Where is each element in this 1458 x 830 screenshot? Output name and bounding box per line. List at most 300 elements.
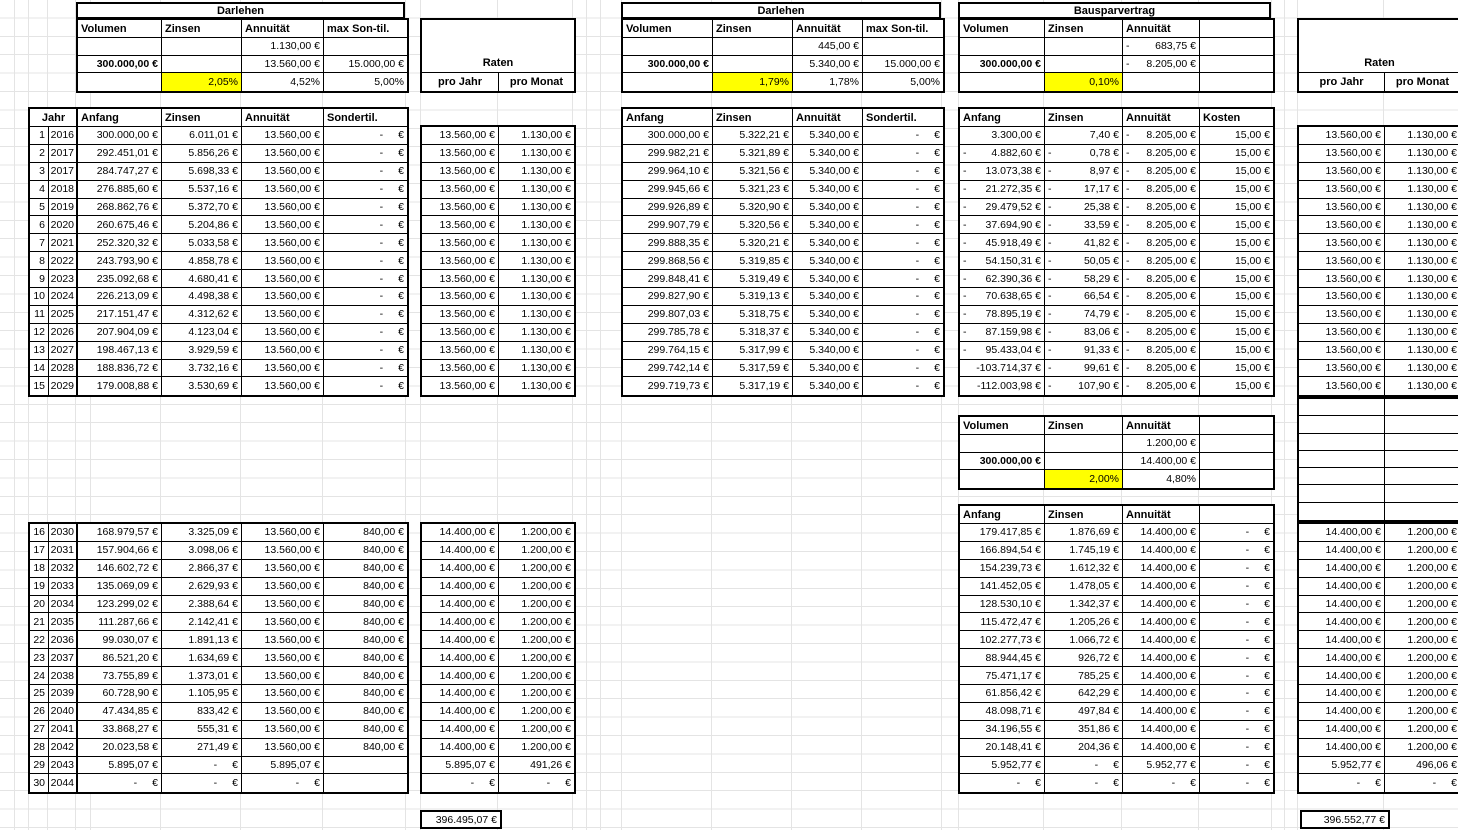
loan2-upper-cell[interactable]: 299.807,03 €: [623, 306, 713, 324]
loan2-upper-cell[interactable]: 299.945,66 €: [623, 181, 713, 199]
bauspar-lower-cell[interactable]: 642,29 €: [1045, 685, 1123, 703]
loan1-lower-cell[interactable]: [324, 757, 407, 775]
loan2-upper-cell[interactable]: - €: [863, 199, 943, 217]
loan1-upper-cell[interactable]: 4.312,62 €: [162, 306, 242, 324]
raten2-upper-cell[interactable]: 13.560,00 €: [1299, 252, 1385, 270]
loan2-cell[interactable]: 300.000,00 €: [623, 56, 713, 74]
raten2-empty-cell[interactable]: [1299, 451, 1385, 468]
loan1-upper-cell[interactable]: - €: [324, 216, 407, 234]
bauspar-upper-cell[interactable]: 15,00 €: [1200, 342, 1273, 360]
bauspar-upper-cell[interactable]: - 74,79 €: [1045, 306, 1123, 324]
loan1-upper-cell[interactable]: - €: [324, 360, 407, 378]
bauspar-lower-cell[interactable]: 14.400,00 €: [1123, 703, 1200, 721]
bauspar2-cell[interactable]: 14.400,00 €: [1123, 453, 1200, 471]
loan1-lower-cell[interactable]: 5.895,07 €: [78, 757, 162, 775]
loan2-upper-cell[interactable]: 5.340,00 €: [793, 216, 863, 234]
loan1-upper-cell[interactable]: 292.451,01 €: [78, 145, 162, 163]
loan1-upper-cell[interactable]: 13.560,00 €: [242, 127, 324, 145]
loan1-upper-cell[interactable]: 179.008,88 €: [78, 377, 162, 395]
raten1-upper-cell[interactable]: 1.130,00 €: [499, 199, 574, 217]
loan2-upper-header[interactable]: Sondertil.: [863, 109, 943, 127]
bauspar-upper-cell[interactable]: 15,00 €: [1200, 145, 1273, 163]
bauspar2-cell[interactable]: [960, 470, 1045, 488]
loan2-upper-cell[interactable]: 5.340,00 €: [793, 181, 863, 199]
year-cell[interactable]: 2040: [49, 703, 77, 721]
bauspar1-cell[interactable]: [1123, 73, 1200, 91]
raten1-upper-cell[interactable]: 13.560,00 €: [422, 145, 499, 163]
raten1-lower-cell[interactable]: 14.400,00 €: [422, 649, 499, 667]
year-cell[interactable]: 2024: [49, 288, 77, 306]
raten1-upper-cell[interactable]: 13.560,00 €: [422, 377, 499, 395]
loan2-upper-cell[interactable]: 5.317,99 €: [713, 342, 793, 360]
raten2-lower-cell[interactable]: 14.400,00 €: [1299, 703, 1385, 721]
loan1-lower-cell[interactable]: 13.560,00 €: [242, 596, 324, 614]
bauspar-lower-cell[interactable]: 1.876,69 €: [1045, 524, 1123, 542]
loan1-upper-cell[interactable]: 13.560,00 €: [242, 377, 324, 395]
bauspar-lower-cell[interactable]: - €: [960, 774, 1045, 792]
raten2-upper-cell[interactable]: 13.560,00 €: [1299, 181, 1385, 199]
raten1-lower-cell[interactable]: 14.400,00 €: [422, 613, 499, 631]
year-cell[interactable]: 2026: [49, 324, 77, 342]
raten1-upper-cell[interactable]: 1.130,00 €: [499, 324, 574, 342]
bauspar-lower-cell[interactable]: - €: [1200, 578, 1273, 596]
row-number-cell[interactable]: 28: [30, 739, 49, 757]
year-cell[interactable]: 2037: [49, 649, 77, 667]
bauspar-upper-cell[interactable]: - 21.272,35 €: [960, 181, 1045, 199]
loan1-upper-cell[interactable]: 13.560,00 €: [242, 306, 324, 324]
raten2-empty-cell[interactable]: [1299, 434, 1385, 451]
bauspar-lower-cell[interactable]: 14.400,00 €: [1123, 739, 1200, 757]
loan2-upper-cell[interactable]: 299.926,89 €: [623, 199, 713, 217]
bauspar-upper-cell[interactable]: - 45.918,49 €: [960, 234, 1045, 252]
row-number-cell[interactable]: 16: [30, 524, 49, 542]
raten1-upper-cell[interactable]: 13.560,00 €: [422, 252, 499, 270]
raten2-upper-cell[interactable]: 1.130,00 €: [1385, 127, 1458, 145]
loan2-header[interactable]: max Son-til.: [863, 20, 943, 38]
raten2-empty-cell[interactable]: [1385, 416, 1458, 433]
loan1-upper-cell[interactable]: 4.858,78 €: [162, 252, 242, 270]
loan1-lower-cell[interactable]: 840,00 €: [324, 685, 407, 703]
loan1-upper-cell[interactable]: 13.560,00 €: [242, 216, 324, 234]
loan1-lower-cell[interactable]: 13.560,00 €: [242, 721, 324, 739]
row-number-cell[interactable]: 23: [30, 649, 49, 667]
loan1-cell[interactable]: 2,05%: [162, 73, 242, 91]
year-cell[interactable]: 2030: [49, 524, 77, 542]
loan1-lower-cell[interactable]: - €: [162, 757, 242, 775]
raten2-pro-jahr-header[interactable]: pro Jahr: [1299, 73, 1385, 91]
raten2-lower-cell[interactable]: 14.400,00 €: [1299, 578, 1385, 596]
bauspar-lower-cell[interactable]: 926,72 €: [1045, 649, 1123, 667]
year-cell[interactable]: 2016: [49, 127, 77, 145]
year-cell[interactable]: 2018: [49, 181, 77, 199]
row-number-cell[interactable]: 14: [30, 360, 49, 378]
loan2-cell[interactable]: [863, 38, 943, 56]
loan1-upper-cell[interactable]: - €: [324, 181, 407, 199]
loan1-upper-cell[interactable]: - €: [324, 306, 407, 324]
raten1-lower-cell[interactable]: 1.200,00 €: [499, 560, 574, 578]
loan2-upper-cell[interactable]: 5.340,00 €: [793, 234, 863, 252]
loan1-upper-cell[interactable]: 4.680,41 €: [162, 270, 242, 288]
loan1-upper-cell[interactable]: - €: [324, 163, 407, 181]
loan1-upper-cell[interactable]: 198.467,13 €: [78, 342, 162, 360]
bauspar-upper-cell[interactable]: - 50,05 €: [1045, 252, 1123, 270]
bauspar-lower-cell[interactable]: 166.894,54 €: [960, 542, 1045, 560]
loan1-upper-header[interactable]: Annuität: [242, 109, 324, 127]
loan1-lower-cell[interactable]: 111.287,66 €: [78, 613, 162, 631]
bauspar2-cell[interactable]: [1200, 435, 1273, 453]
loan1-lower-cell[interactable]: 1.373,01 €: [162, 667, 242, 685]
loan2-upper-cell[interactable]: 5.321,89 €: [713, 145, 793, 163]
loan2-upper-cell[interactable]: 5.340,00 €: [793, 270, 863, 288]
bauspar-upper-cell[interactable]: - 37.694,90 €: [960, 216, 1045, 234]
loan2-cell[interactable]: 5,00%: [863, 73, 943, 91]
raten2-lower-cell[interactable]: 5.952,77 €: [1299, 757, 1385, 775]
bauspar-upper-cell[interactable]: - 83,06 €: [1045, 324, 1123, 342]
bauspar-lower-cell[interactable]: 204,36 €: [1045, 739, 1123, 757]
loan1-lower-cell[interactable]: 1.891,13 €: [162, 631, 242, 649]
bauspar2-header[interactable]: Zinsen: [1045, 417, 1123, 435]
raten1-lower-cell[interactable]: 1.200,00 €: [499, 524, 574, 542]
raten2-upper-cell[interactable]: 1.130,00 €: [1385, 163, 1458, 181]
loan2-upper-cell[interactable]: - €: [863, 324, 943, 342]
raten1-lower-cell[interactable]: 1.200,00 €: [499, 613, 574, 631]
raten2-lower-cell[interactable]: 14.400,00 €: [1299, 739, 1385, 757]
loan1-upper-cell[interactable]: - €: [324, 342, 407, 360]
bauspar-upper-header[interactable]: Anfang: [960, 109, 1045, 127]
bauspar2-header[interactable]: [1200, 417, 1273, 435]
raten2-lower-cell[interactable]: 1.200,00 €: [1385, 524, 1458, 542]
bauspar1-cell[interactable]: 300.000,00 €: [960, 56, 1045, 74]
bauspar-upper-cell[interactable]: 15,00 €: [1200, 216, 1273, 234]
loan1-upper-cell[interactable]: 268.862,76 €: [78, 199, 162, 217]
row-number-cell[interactable]: 8: [30, 252, 49, 270]
bauspar-lower-cell[interactable]: 497,84 €: [1045, 703, 1123, 721]
bauspar-lower-cell[interactable]: - €: [1200, 703, 1273, 721]
raten1-lower-cell[interactable]: 14.400,00 €: [422, 739, 499, 757]
loan2-upper-header[interactable]: Annuität: [793, 109, 863, 127]
raten1-upper-cell[interactable]: 13.560,00 €: [422, 342, 499, 360]
loan1-lower-cell[interactable]: - €: [78, 774, 162, 792]
bauspar-lower-cell[interactable]: 61.856,42 €: [960, 685, 1045, 703]
row-number-cell[interactable]: 6: [30, 216, 49, 234]
bauspar-upper-cell[interactable]: - 8.205,00 €: [1123, 199, 1200, 217]
loan2-upper-cell[interactable]: 5.340,00 €: [793, 127, 863, 145]
bauspar-upper-cell[interactable]: - 8.205,00 €: [1123, 342, 1200, 360]
bauspar-upper-cell[interactable]: -103.714,37 €: [960, 360, 1045, 378]
bauspar-upper-header[interactable]: Zinsen: [1045, 109, 1123, 127]
bauspar-lower-cell[interactable]: 75.471,17 €: [960, 667, 1045, 685]
loan1-upper-cell[interactable]: 13.560,00 €: [242, 163, 324, 181]
bauspar-upper-cell[interactable]: - 8.205,00 €: [1123, 306, 1200, 324]
row-number-cell[interactable]: 20: [30, 596, 49, 614]
bauspar-lower-cell[interactable]: 14.400,00 €: [1123, 578, 1200, 596]
loan2-cell[interactable]: 1,79%: [713, 73, 793, 91]
raten2-upper-cell[interactable]: 13.560,00 €: [1299, 377, 1385, 395]
loan1-lower-cell[interactable]: 13.560,00 €: [242, 613, 324, 631]
loan2-upper-cell[interactable]: - €: [863, 216, 943, 234]
loan1-upper-cell[interactable]: 3.929,59 €: [162, 342, 242, 360]
raten2-lower-cell[interactable]: - €: [1385, 774, 1458, 792]
row-number-cell[interactable]: 18: [30, 560, 49, 578]
loan1-lower-cell[interactable]: 1.634,69 €: [162, 649, 242, 667]
bauspar-lower-cell[interactable]: 14.400,00 €: [1123, 613, 1200, 631]
loan2-upper-cell[interactable]: - €: [863, 234, 943, 252]
loan1-upper-cell[interactable]: 5.204,86 €: [162, 216, 242, 234]
bauspar-lower-cell[interactable]: 785,25 €: [1045, 667, 1123, 685]
bauspar-upper-cell[interactable]: - 8.205,00 €: [1123, 252, 1200, 270]
bauspar-lower-cell[interactable]: 1.066,72 €: [1045, 631, 1123, 649]
bauspar-lower-cell[interactable]: 14.400,00 €: [1123, 631, 1200, 649]
loan2-cell[interactable]: [713, 38, 793, 56]
raten2-title[interactable]: Raten: [1364, 57, 1395, 69]
loan2-upper-cell[interactable]: - €: [863, 145, 943, 163]
raten2-upper-cell[interactable]: 13.560,00 €: [1299, 127, 1385, 145]
loan1-cell[interactable]: 5,00%: [324, 73, 407, 91]
loan1-cell[interactable]: [324, 38, 407, 56]
bauspar2-cell[interactable]: [1200, 453, 1273, 471]
raten1-lower-cell[interactable]: 14.400,00 €: [422, 524, 499, 542]
loan1-lower-cell[interactable]: 13.560,00 €: [242, 667, 324, 685]
loan1-lower-cell[interactable]: 840,00 €: [324, 703, 407, 721]
bauspar-upper-cell[interactable]: - 8.205,00 €: [1123, 145, 1200, 163]
bauspar-upper-cell[interactable]: 15,00 €: [1200, 288, 1273, 306]
row-number-cell[interactable]: 25: [30, 685, 49, 703]
loan1-upper-cell[interactable]: 13.560,00 €: [242, 342, 324, 360]
bauspar-lower-cell[interactable]: 5.952,77 €: [1123, 757, 1200, 775]
loan1-upper-cell[interactable]: 6.011,01 €: [162, 127, 242, 145]
loan1-upper-cell[interactable]: - €: [324, 145, 407, 163]
loan1-lower-cell[interactable]: 13.560,00 €: [242, 578, 324, 596]
bauspar-upper-cell[interactable]: - 95.433,04 €: [960, 342, 1045, 360]
raten1-lower-cell[interactable]: - €: [499, 774, 574, 792]
bauspar-lower-cell[interactable]: 14.400,00 €: [1123, 667, 1200, 685]
loan1-upper-cell[interactable]: - €: [324, 234, 407, 252]
raten1-lower-cell[interactable]: 1.200,00 €: [499, 667, 574, 685]
loan2-upper-cell[interactable]: - €: [863, 342, 943, 360]
bauspar-upper-cell[interactable]: 15,00 €: [1200, 270, 1273, 288]
raten1-upper-cell[interactable]: 1.130,00 €: [499, 163, 574, 181]
loan2-header[interactable]: Zinsen: [713, 20, 793, 38]
raten1-upper-cell[interactable]: 13.560,00 €: [422, 199, 499, 217]
bauspar-lower-cell[interactable]: 14.400,00 €: [1123, 685, 1200, 703]
bauspar-upper-cell[interactable]: 15,00 €: [1200, 163, 1273, 181]
raten2-lower-cell[interactable]: 1.200,00 €: [1385, 613, 1458, 631]
bauspar1-cell[interactable]: - 683,75 €: [1123, 38, 1200, 56]
bauspar-upper-cell[interactable]: - 8,97 €: [1045, 163, 1123, 181]
raten2-lower-cell[interactable]: 1.200,00 €: [1385, 596, 1458, 614]
raten1-upper-cell[interactable]: 13.560,00 €: [422, 163, 499, 181]
bauspar-upper-cell[interactable]: 15,00 €: [1200, 127, 1273, 145]
bauspar-upper-cell[interactable]: - 66,54 €: [1045, 288, 1123, 306]
year-cell[interactable]: 2017: [49, 145, 77, 163]
raten2-empty-cell[interactable]: [1299, 503, 1385, 520]
loan2-upper-cell[interactable]: 5.318,75 €: [713, 306, 793, 324]
raten2-lower-cell[interactable]: 1.200,00 €: [1385, 703, 1458, 721]
raten1-lower-cell[interactable]: 14.400,00 €: [422, 685, 499, 703]
bauspar-upper-cell[interactable]: - 4.882,60 €: [960, 145, 1045, 163]
bauspar-upper-cell[interactable]: - 0,78 €: [1045, 145, 1123, 163]
loan1-lower-cell[interactable]: 146.602,72 €: [78, 560, 162, 578]
raten2-upper-cell[interactable]: 1.130,00 €: [1385, 324, 1458, 342]
loan2-upper-cell[interactable]: 5.340,00 €: [793, 145, 863, 163]
raten1-lower-cell[interactable]: - €: [422, 774, 499, 792]
loan1-header[interactable]: max Son-til.: [324, 20, 407, 38]
raten2-upper-cell[interactable]: 13.560,00 €: [1299, 270, 1385, 288]
raten2-upper-cell[interactable]: 13.560,00 €: [1299, 216, 1385, 234]
loan2-upper-cell[interactable]: 300.000,00 €: [623, 127, 713, 145]
loan1-lower-cell[interactable]: 3.098,06 €: [162, 542, 242, 560]
loan2-upper-header[interactable]: Anfang: [623, 109, 713, 127]
loan2-upper-cell[interactable]: 5.340,00 €: [793, 199, 863, 217]
loan1-lower-cell[interactable]: 2.388,64 €: [162, 596, 242, 614]
bauspar-upper-cell[interactable]: 15,00 €: [1200, 360, 1273, 378]
loan1-lower-cell[interactable]: 13.560,00 €: [242, 560, 324, 578]
bauspar-upper-cell[interactable]: - 8.205,00 €: [1123, 270, 1200, 288]
year-cell[interactable]: 2034: [49, 596, 77, 614]
bauspar1-cell[interactable]: [960, 38, 1045, 56]
loan1-lower-cell[interactable]: 13.560,00 €: [242, 703, 324, 721]
loan1-upper-cell[interactable]: 3.732,16 €: [162, 360, 242, 378]
raten2-empty-cell[interactable]: [1385, 485, 1458, 502]
raten1-lower-cell[interactable]: 14.400,00 €: [422, 560, 499, 578]
bauspar-upper-cell[interactable]: - 58,29 €: [1045, 270, 1123, 288]
loan1-lower-cell[interactable]: 47.434,85 €: [78, 703, 162, 721]
raten2-empty-cell[interactable]: [1299, 399, 1385, 416]
bauspar-upper-cell[interactable]: - 25,38 €: [1045, 199, 1123, 217]
bauspar1-cell[interactable]: [960, 73, 1045, 91]
loan2-cell[interactable]: 445,00 €: [793, 38, 863, 56]
loan1-lower-cell[interactable]: 840,00 €: [324, 524, 407, 542]
bauspar-lower-cell[interactable]: - €: [1200, 757, 1273, 775]
raten1-upper-cell[interactable]: 1.130,00 €: [499, 342, 574, 360]
row-number-cell[interactable]: 22: [30, 631, 49, 649]
raten1-upper-cell[interactable]: 13.560,00 €: [422, 216, 499, 234]
loan1-upper-cell[interactable]: - €: [324, 377, 407, 395]
raten2-lower-cell[interactable]: 14.400,00 €: [1299, 560, 1385, 578]
bauspar2-cell[interactable]: 1.200,00 €: [1123, 435, 1200, 453]
row-number-cell[interactable]: 1: [30, 127, 49, 145]
raten2-upper-cell[interactable]: 1.130,00 €: [1385, 270, 1458, 288]
raten2-upper-cell[interactable]: 13.560,00 €: [1299, 234, 1385, 252]
loan1-upper-cell[interactable]: 207.904,09 €: [78, 324, 162, 342]
raten2-lower-cell[interactable]: 1.200,00 €: [1385, 721, 1458, 739]
loan1-cell[interactable]: [162, 56, 242, 74]
loan2-header[interactable]: Annuität: [793, 20, 863, 38]
bauspar-title[interactable]: Bausparvertrag: [958, 2, 1271, 19]
loan2-upper-cell[interactable]: - €: [863, 127, 943, 145]
year-cell[interactable]: 2020: [49, 216, 77, 234]
loan1-upper-header[interactable]: Sondertil.: [324, 109, 407, 127]
raten1-lower-cell[interactable]: 14.400,00 €: [422, 703, 499, 721]
bauspar2-cell[interactable]: 300.000,00 €: [960, 453, 1045, 471]
loan1-upper-cell[interactable]: 188.836,72 €: [78, 360, 162, 378]
loan1-lower-cell[interactable]: - €: [242, 774, 324, 792]
loan1-upper-cell[interactable]: 13.560,00 €: [242, 252, 324, 270]
bauspar-lower-cell[interactable]: - €: [1200, 631, 1273, 649]
bauspar1-cell[interactable]: [1200, 73, 1273, 91]
raten2-upper-cell[interactable]: 13.560,00 €: [1299, 163, 1385, 181]
bauspar-lower-cell[interactable]: - €: [1200, 649, 1273, 667]
bauspar-lower-cell[interactable]: 351,86 €: [1045, 721, 1123, 739]
raten1-lower-cell[interactable]: 14.400,00 €: [422, 578, 499, 596]
raten2-upper-cell[interactable]: 13.560,00 €: [1299, 306, 1385, 324]
loan1-header[interactable]: Zinsen: [162, 20, 242, 38]
bauspar-lower-cell[interactable]: - €: [1200, 721, 1273, 739]
loan1-upper-cell[interactable]: 13.560,00 €: [242, 324, 324, 342]
loan1-upper-cell[interactable]: 13.560,00 €: [242, 181, 324, 199]
raten1-lower-cell[interactable]: 1.200,00 €: [499, 631, 574, 649]
loan2-upper-cell[interactable]: 299.907,79 €: [623, 216, 713, 234]
raten2-lower-cell[interactable]: 14.400,00 €: [1299, 685, 1385, 703]
bauspar-upper-cell[interactable]: - 99,61 €: [1045, 360, 1123, 378]
bauspar-upper-cell[interactable]: 15,00 €: [1200, 306, 1273, 324]
loan2-cell[interactable]: 5.340,00 €: [793, 56, 863, 74]
bauspar-lower-cell[interactable]: - €: [1200, 613, 1273, 631]
loan2-cell[interactable]: [713, 56, 793, 74]
jahr-header[interactable]: Jahr: [30, 109, 77, 127]
bauspar2-cell[interactable]: [960, 435, 1045, 453]
bauspar1-cell[interactable]: - 8.205,00 €: [1123, 56, 1200, 74]
bauspar-upper-cell[interactable]: - 29.479,52 €: [960, 199, 1045, 217]
year-cell[interactable]: 2038: [49, 667, 77, 685]
bauspar-lower-cell[interactable]: 154.239,73 €: [960, 560, 1045, 578]
loan1-lower-cell[interactable]: 833,42 €: [162, 703, 242, 721]
year-cell[interactable]: 2036: [49, 631, 77, 649]
year-cell[interactable]: 2035: [49, 613, 77, 631]
loan1-lower-cell[interactable]: 840,00 €: [324, 739, 407, 757]
bauspar1-header[interactable]: Zinsen: [1045, 20, 1123, 38]
raten1-upper-cell[interactable]: 13.560,00 €: [422, 306, 499, 324]
bauspar1-cell[interactable]: [1200, 38, 1273, 56]
bauspar-lower-cell[interactable]: 88.944,45 €: [960, 649, 1045, 667]
bauspar-lower-cell[interactable]: 1.342,37 €: [1045, 596, 1123, 614]
raten1-lower-cell[interactable]: 14.400,00 €: [422, 721, 499, 739]
loan1-lower-cell[interactable]: 13.560,00 €: [242, 542, 324, 560]
row-number-cell[interactable]: 24: [30, 667, 49, 685]
bauspar-upper-cell[interactable]: 15,00 €: [1200, 252, 1273, 270]
raten2-upper-cell[interactable]: 13.560,00 €: [1299, 145, 1385, 163]
bauspar-upper-cell[interactable]: - 8.205,00 €: [1123, 163, 1200, 181]
bauspar-upper-cell[interactable]: - 8.205,00 €: [1123, 324, 1200, 342]
raten1-total[interactable]: 396.495,07 €: [420, 810, 502, 829]
raten1-lower-cell[interactable]: 14.400,00 €: [422, 596, 499, 614]
loan1-lower-cell[interactable]: 2.142,41 €: [162, 613, 242, 631]
loan1-lower-cell[interactable]: 168.979,57 €: [78, 524, 162, 542]
bauspar-upper-cell[interactable]: - 17,17 €: [1045, 181, 1123, 199]
loan2-upper-cell[interactable]: 5.319,85 €: [713, 252, 793, 270]
loan2-upper-cell[interactable]: 5.340,00 €: [793, 324, 863, 342]
loan1-lower-cell[interactable]: 86.521,20 €: [78, 649, 162, 667]
row-number-cell[interactable]: 17: [30, 542, 49, 560]
raten1-upper-cell[interactable]: 1.130,00 €: [499, 181, 574, 199]
loan1-title[interactable]: Darlehen: [76, 2, 405, 19]
loan1-lower-cell[interactable]: 271,49 €: [162, 739, 242, 757]
loan2-upper-cell[interactable]: 299.785,78 €: [623, 324, 713, 342]
raten2-upper-cell[interactable]: 13.560,00 €: [1299, 324, 1385, 342]
bauspar-lower-cell[interactable]: 1.205,26 €: [1045, 613, 1123, 631]
loan2-upper-cell[interactable]: 5.340,00 €: [793, 163, 863, 181]
bauspar-lower-cell[interactable]: 1.478,05 €: [1045, 578, 1123, 596]
loan2-upper-cell[interactable]: - €: [863, 163, 943, 181]
bauspar-upper-cell[interactable]: 7,40 €: [1045, 127, 1123, 145]
loan1-upper-cell[interactable]: 217.151,47 €: [78, 306, 162, 324]
raten2-upper-cell[interactable]: 1.130,00 €: [1385, 252, 1458, 270]
raten1-upper-cell[interactable]: 1.130,00 €: [499, 216, 574, 234]
loan2-upper-cell[interactable]: 5.317,19 €: [713, 377, 793, 395]
raten1-lower-cell[interactable]: 1.200,00 €: [499, 649, 574, 667]
raten1-upper-cell[interactable]: 13.560,00 €: [422, 270, 499, 288]
row-number-cell[interactable]: 13: [30, 342, 49, 360]
